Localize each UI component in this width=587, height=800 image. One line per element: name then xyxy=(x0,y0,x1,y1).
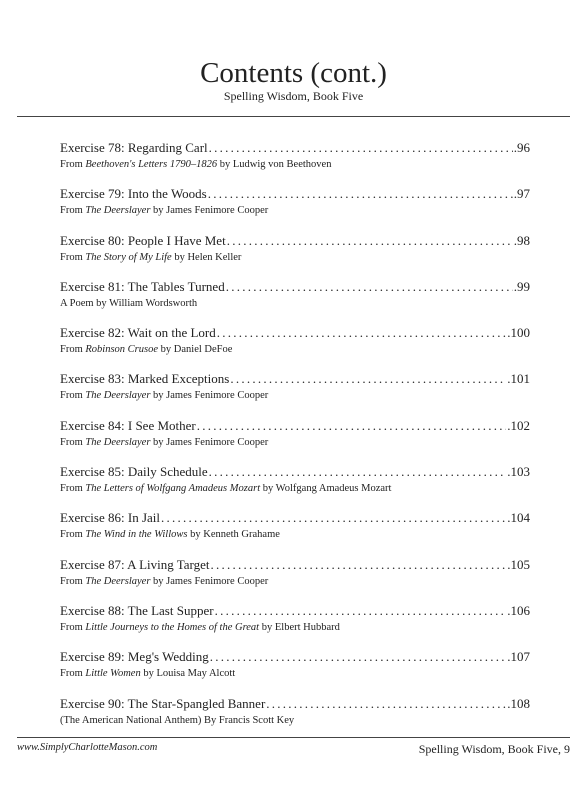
entry-page: .99 xyxy=(513,278,530,294)
top-divider xyxy=(17,116,570,117)
footer-page-label: Spelling Wisdom, Book Five, 9 xyxy=(418,742,570,756)
contents-entry xyxy=(60,186,530,232)
entry-page: .98 xyxy=(513,232,530,248)
contents-entry xyxy=(60,603,530,649)
entry-source: From The Deerslayer by James Fenimore Cooper xyxy=(60,390,269,402)
entry-page: .96 xyxy=(513,140,530,155)
dot-leader xyxy=(211,557,507,573)
contents-list xyxy=(60,140,530,742)
footer-website: www.SimplyCharlotteMason.com xyxy=(17,742,158,753)
contents-entry xyxy=(60,557,530,603)
entry-title: Exercise 78: Regarding Carl xyxy=(60,140,208,155)
contents-entry xyxy=(60,140,530,186)
entry-page: .103 xyxy=(507,464,530,480)
dot-leader xyxy=(208,186,513,202)
contents-entry xyxy=(60,649,530,695)
entry-page: .97 xyxy=(513,186,530,202)
dot-leader xyxy=(215,603,507,619)
entry-title: Exercise 85: Daily Schedule xyxy=(60,464,208,480)
entry-source: From The Wind in the Willows by Kenneth Grahame xyxy=(60,529,280,541)
entry-page: .104 xyxy=(507,510,530,526)
entry-title: Exercise 90: The Star-Spangled Banner xyxy=(60,695,266,711)
dot-leader xyxy=(161,510,506,526)
dot-leader xyxy=(217,325,506,341)
dot-leader xyxy=(230,371,506,387)
entry-page: .106 xyxy=(507,602,530,618)
page-subtitle: Spelling Wisdom, Book Five xyxy=(223,89,364,103)
dot-leader xyxy=(266,696,506,712)
entry-source: From Little Journeys to the Homes of the Great by Elbert Hubbard xyxy=(60,621,340,633)
entry-source: From The Story of My Life by Helen Keller xyxy=(60,251,242,263)
dot-leader xyxy=(210,649,507,665)
dot-leader xyxy=(197,418,507,434)
entry-title: Exercise 88: The Last Supper xyxy=(60,602,214,618)
dot-leader xyxy=(227,233,513,249)
page-title: Contents (cont.) xyxy=(200,57,387,89)
entry-source: From The Letters of Wolfgang Amadeus Mozart by Wolfgang Amadeus Mozart xyxy=(60,483,392,495)
entry-page: .107 xyxy=(507,649,530,665)
entry-source: From The Deerslayer by James Fenimore Cooper xyxy=(60,436,269,448)
entry-page: .100 xyxy=(507,325,530,341)
contents-entry xyxy=(60,233,530,279)
contents-entry xyxy=(60,510,530,556)
dot-leader xyxy=(209,464,507,480)
entry-title: Exercise 87: A Living Target xyxy=(60,556,210,572)
entry-source: From Robinson Crusoe by Daniel DeFoe xyxy=(60,344,233,356)
entry-title: Exercise 84: I See Mother xyxy=(60,417,196,433)
entry-page: .101 xyxy=(507,371,530,387)
entry-title: Exercise 86: In Jail xyxy=(60,510,160,526)
entry-title: Exercise 81: The Tables Turned xyxy=(60,278,225,294)
entry-title: Exercise 80: People I Have Met xyxy=(60,232,226,248)
contents-entry xyxy=(60,279,530,325)
contents-entry xyxy=(60,418,530,464)
entry-source: From The Deerslayer by James Fenimore Cooper xyxy=(60,575,269,587)
contents-entry xyxy=(60,464,530,510)
entry-page: .102 xyxy=(507,417,530,433)
entry-title: Exercise 89: Meg's Wedding xyxy=(60,649,209,665)
entry-title: Exercise 83: Marked Exceptions xyxy=(60,371,230,387)
contents-entry xyxy=(60,325,530,371)
entry-source: A Poem by William Wordsworth xyxy=(60,297,198,309)
dot-leader xyxy=(209,140,513,156)
entry-source: From Beethoven's Letters 1790–1826 by Ludwig von Beethoven xyxy=(60,159,332,170)
entry-source: (The American National Anthem) By Francis Scott Key xyxy=(60,714,295,726)
entry-source: From The Deerslayer by James Fenimore Cooper xyxy=(60,205,269,217)
entry-source: From Little Women by Louisa May Alcott xyxy=(60,668,236,680)
bottom-divider xyxy=(17,737,570,738)
dot-leader xyxy=(226,279,513,295)
entry-page: .108 xyxy=(507,695,530,711)
entry-title: Exercise 79: Into the Woods xyxy=(60,186,207,202)
entry-title: Exercise 82: Wait on the Lord xyxy=(60,325,216,341)
entry-page: .105 xyxy=(507,556,530,572)
contents-entry xyxy=(60,696,530,742)
contents-entry xyxy=(60,371,530,417)
